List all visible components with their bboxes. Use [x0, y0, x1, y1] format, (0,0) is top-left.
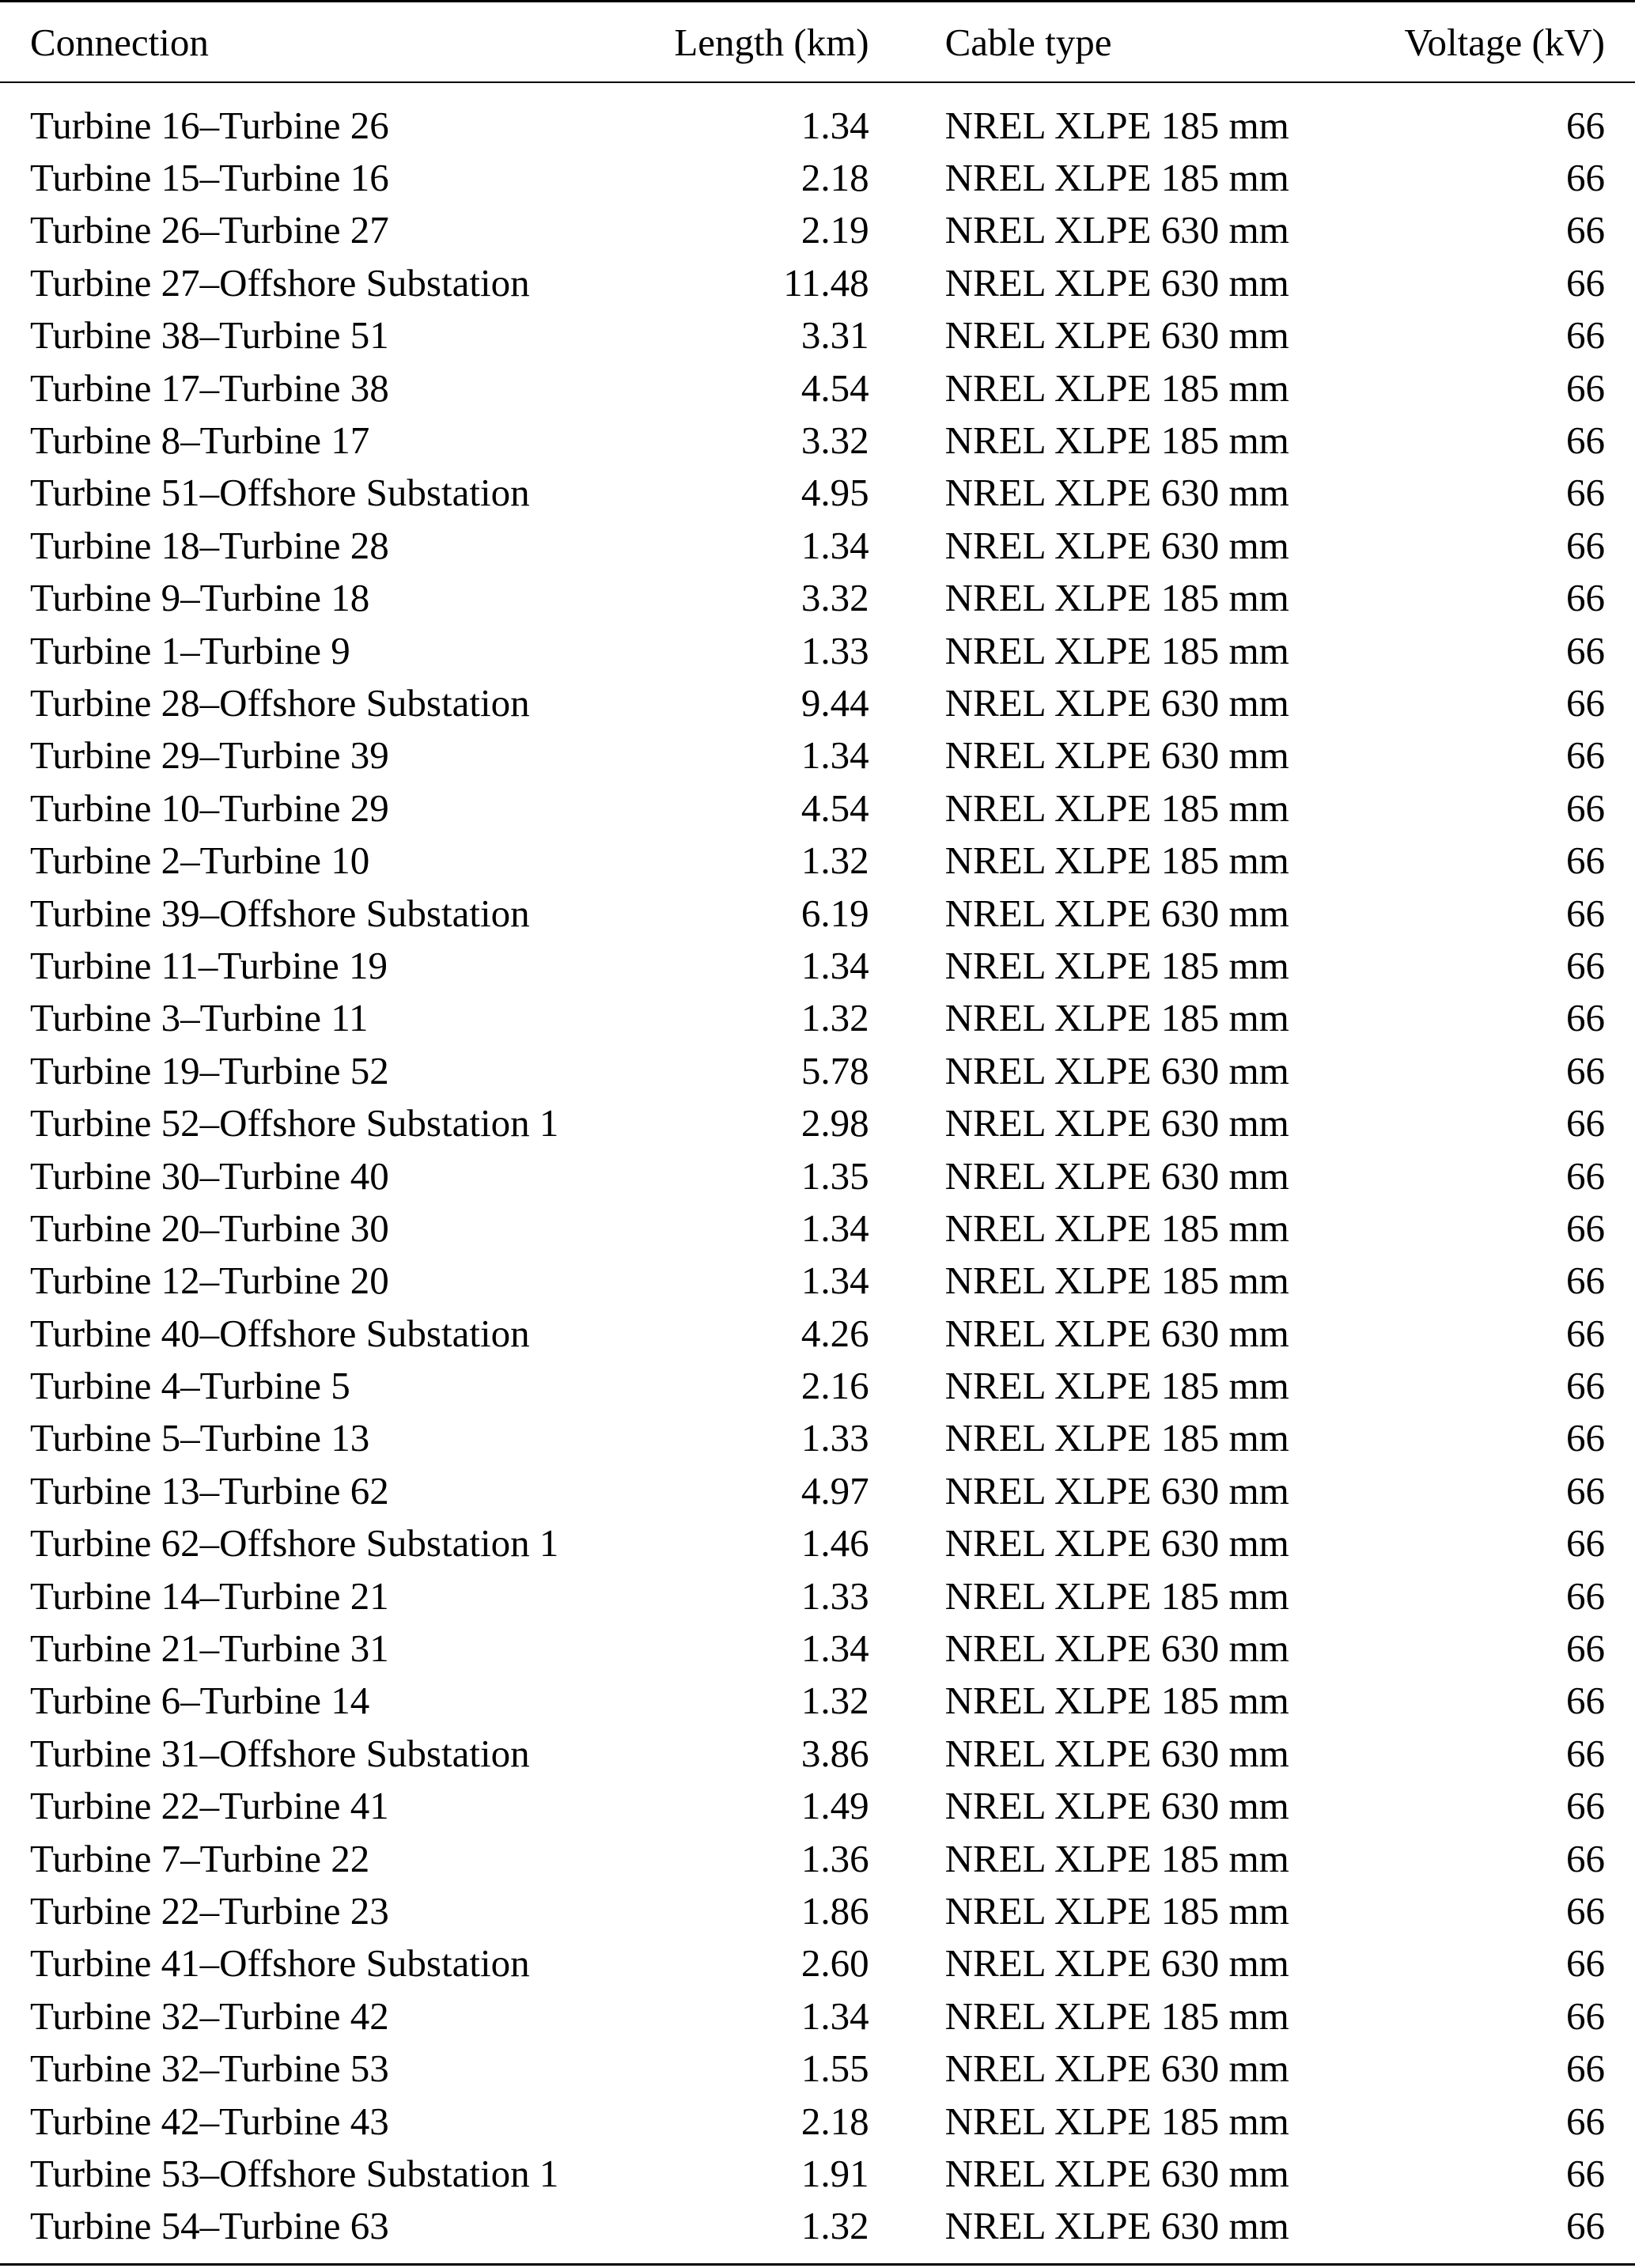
cell-cable-type: NREL XLPE 630 mm: [944, 1784, 1289, 1828]
table-row: [0, 1096, 1635, 1149]
table-row: [0, 1464, 1635, 1516]
cell-voltage: 66: [1566, 1888, 1605, 1933]
cell-voltage: 66: [1566, 313, 1605, 358]
cell-voltage: 66: [1566, 156, 1605, 200]
bottom-rule: [0, 2252, 1635, 2265]
cell-connection: Turbine 10–Turbine 29: [30, 786, 389, 830]
table-row: [0, 1675, 1635, 1727]
cell-connection: Turbine 52–Offshore Substation 1: [30, 1101, 559, 1145]
cell-voltage: 66: [1566, 1941, 1605, 1986]
cell-voltage: 66: [1566, 1101, 1605, 1145]
cell-cable-type: NREL XLPE 185 mm: [944, 1888, 1289, 1933]
cell-voltage: 66: [1566, 1311, 1605, 1355]
cell-connection: Turbine 19–Turbine 52: [30, 1048, 389, 1092]
table-row: [0, 624, 1635, 676]
cell-cable-type: NREL XLPE 185 mm: [944, 103, 1289, 147]
table-row: [0, 1937, 1635, 1990]
cell-connection: Turbine 28–Offshore Substation: [30, 680, 530, 725]
cell-connection: Turbine 5–Turbine 13: [30, 1416, 370, 1460]
cell-cable-type: NREL XLPE 185 mm: [944, 1416, 1289, 1460]
cell-length: 2.18: [800, 156, 869, 200]
cell-length: 1.34: [800, 1259, 869, 1303]
cell-cable-type: NREL XLPE 630 mm: [944, 2204, 1289, 2248]
cell-length: 2.16: [800, 1364, 869, 1408]
cell-cable-type: NREL XLPE 630 mm: [944, 523, 1289, 567]
cell-cable-type: NREL XLPE 630 mm: [944, 1468, 1289, 1513]
table-row: [0, 256, 1635, 309]
cell-voltage: 66: [1566, 1468, 1605, 1513]
cell-voltage: 66: [1566, 943, 1605, 987]
cell-length: 1.46: [800, 1521, 869, 1566]
cell-connection: Turbine 54–Turbine 63: [30, 2204, 389, 2248]
header-row: [0, 2, 1635, 82]
cell-voltage: 66: [1566, 208, 1605, 252]
cell-cable-type: NREL XLPE 185 mm: [944, 156, 1289, 200]
cell-voltage: 66: [1566, 1626, 1605, 1671]
table-row: [0, 1149, 1635, 1202]
table-row: [0, 1517, 1635, 1569]
cell-connection: Turbine 11–Turbine 19: [30, 943, 388, 987]
cell-voltage: 66: [1566, 1206, 1605, 1250]
table-row: [0, 572, 1635, 624]
cell-cable-type: NREL XLPE 630 mm: [944, 2047, 1289, 2091]
cell-connection: Turbine 53–Offshore Substation 1: [30, 2151, 559, 2195]
header-connection: Connection: [0, 2, 611, 82]
cell-length: 1.34: [800, 943, 869, 987]
table-row: [0, 729, 1635, 782]
table-row: [0, 782, 1635, 834]
cell-length: 1.34: [800, 1993, 869, 2038]
cell-length: 3.86: [800, 1731, 869, 1775]
cell-length: 3.32: [800, 418, 869, 463]
cell-connection: Turbine 18–Turbine 28: [30, 523, 389, 567]
cell-connection: Turbine 13–Turbine 62: [30, 1468, 389, 1513]
cell-length: 1.86: [800, 1888, 869, 1933]
cell-connection: Turbine 32–Turbine 42: [30, 1993, 389, 2038]
cell-connection: Turbine 38–Turbine 51: [30, 313, 389, 358]
cell-cable-type: NREL XLPE 185 mm: [944, 2099, 1289, 2143]
cell-cable-type: NREL XLPE 185 mm: [944, 943, 1289, 987]
table-row: [0, 309, 1635, 362]
cell-voltage: 66: [1566, 680, 1605, 725]
cell-cable-type: NREL XLPE 630 mm: [944, 1626, 1289, 1671]
table-row: [0, 834, 1635, 886]
table-row: [0, 1990, 1635, 2042]
cell-voltage: 66: [1566, 523, 1605, 567]
cell-voltage: 66: [1566, 1048, 1605, 1092]
cell-length: 1.55: [800, 2047, 869, 2091]
table-row: [0, 467, 1635, 519]
table-spacer: [0, 82, 1635, 99]
table-row: [0, 1884, 1635, 1937]
table-row: [0, 887, 1635, 939]
cell-voltage: 66: [1566, 786, 1605, 830]
cell-cable-type: NREL XLPE 185 mm: [944, 1573, 1289, 1618]
cell-connection: Turbine 31–Offshore Substation: [30, 1731, 530, 1775]
cell-voltage: 66: [1566, 2151, 1605, 2195]
cell-voltage: 66: [1566, 1153, 1605, 1198]
cell-length: 2.18: [800, 2099, 869, 2143]
cell-voltage: 66: [1566, 891, 1605, 935]
cell-length: 1.32: [800, 2204, 869, 2248]
cell-length: 1.34: [800, 733, 869, 778]
cell-connection: Turbine 2–Turbine 10: [30, 839, 370, 883]
cell-cable-type: NREL XLPE 630 mm: [944, 733, 1289, 778]
cell-cable-type: NREL XLPE 630 mm: [944, 1101, 1289, 1145]
cell-cable-type: NREL XLPE 185 mm: [944, 996, 1289, 1040]
cell-cable-type: NREL XLPE 630 mm: [944, 471, 1289, 515]
cell-length: 1.32: [800, 1679, 869, 1723]
cell-connection: Turbine 15–Turbine 16: [30, 156, 389, 200]
cell-cable-type: NREL XLPE 630 mm: [944, 891, 1289, 935]
cell-voltage: 66: [1566, 628, 1605, 672]
table-row: [0, 2095, 1635, 2147]
cell-cable-type: NREL XLPE 630 mm: [944, 1311, 1289, 1355]
cell-voltage: 66: [1566, 418, 1605, 463]
table-row: [0, 992, 1635, 1044]
cell-connection: Turbine 39–Offshore Substation: [30, 891, 530, 935]
cell-connection: Turbine 1–Turbine 9: [30, 628, 350, 672]
cell-cable-type: NREL XLPE 630 mm: [944, 1521, 1289, 1566]
table-row: [0, 151, 1635, 203]
table-row: [0, 2042, 1635, 2094]
cell-voltage: 66: [1566, 733, 1605, 778]
cell-length: 1.33: [800, 1573, 869, 1618]
cell-length: 1.36: [800, 1836, 869, 1880]
cell-voltage: 66: [1566, 839, 1605, 883]
cell-connection: Turbine 32–Turbine 53: [30, 2047, 389, 2091]
cell-connection: Turbine 3–Turbine 11: [30, 996, 369, 1040]
cell-connection: Turbine 16–Turbine 26: [30, 103, 389, 147]
cell-cable-type: NREL XLPE 630 mm: [944, 1731, 1289, 1775]
table-row: [0, 1412, 1635, 1464]
spacer-row: [0, 82, 1635, 99]
cell-connection: Turbine 40–Offshore Substation: [30, 1311, 530, 1355]
cell-cable-type: NREL XLPE 630 mm: [944, 313, 1289, 358]
cell-length: 1.35: [800, 1153, 869, 1198]
cell-length: 3.32: [800, 576, 869, 620]
cell-connection: Turbine 42–Turbine 43: [30, 2099, 389, 2143]
table-row: [0, 1202, 1635, 1254]
table-body: [0, 99, 1635, 2252]
cell-voltage: 66: [1566, 1784, 1605, 1828]
table-row: [0, 1307, 1635, 1359]
table-row: [0, 1569, 1635, 1622]
cell-voltage: 66: [1566, 2099, 1605, 2143]
cell-cable-type: NREL XLPE 185 mm: [944, 628, 1289, 672]
table-row: [0, 1727, 1635, 1779]
cell-length: 1.34: [800, 1626, 869, 1671]
cell-cable-type: NREL XLPE 185 mm: [944, 418, 1289, 463]
cell-connection: Turbine 8–Turbine 17: [30, 418, 370, 463]
table-footer: [0, 2252, 1635, 2265]
cell-length: 1.49: [800, 1784, 869, 1828]
cell-length: 11.48: [783, 260, 869, 305]
cell-voltage: 66: [1566, 1259, 1605, 1303]
cell-connection: Turbine 22–Turbine 23: [30, 1888, 389, 1933]
cell-voltage: 66: [1566, 103, 1605, 147]
cell-voltage: 66: [1566, 1836, 1605, 1880]
cell-connection: Turbine 20–Turbine 30: [30, 1206, 389, 1250]
cell-length: 2.19: [800, 208, 869, 252]
cell-connection: Turbine 7–Turbine 22: [30, 1836, 370, 1880]
table-row: [0, 1780, 1635, 1832]
cell-cable-type: NREL XLPE 185 mm: [944, 1206, 1289, 1250]
table-row: [0, 99, 1635, 151]
cell-length: 2.60: [800, 1941, 869, 1986]
table-row: [0, 1255, 1635, 1307]
cell-length: 4.26: [800, 1311, 869, 1355]
cell-connection: Turbine 62–Offshore Substation 1: [30, 1521, 559, 1566]
cell-voltage: 66: [1566, 1364, 1605, 1408]
table-row: [0, 1359, 1635, 1411]
cell-length: 4.97: [800, 1468, 869, 1513]
table-row: [0, 2200, 1635, 2252]
table-row: [0, 939, 1635, 991]
cell-voltage: 66: [1566, 996, 1605, 1040]
cell-length: 3.31: [800, 313, 869, 358]
cell-connection: Turbine 14–Turbine 21: [30, 1573, 389, 1618]
cell-cable-type: NREL XLPE 630 mm: [944, 1153, 1289, 1198]
table-row: [0, 204, 1635, 256]
header-cable-type: Cable type: [888, 2, 1405, 82]
cell-connection: Turbine 51–Offshore Substation: [30, 471, 530, 515]
cell-length: 1.34: [800, 1206, 869, 1250]
cell-cable-type: NREL XLPE 630 mm: [944, 680, 1289, 725]
table-row: [0, 1622, 1635, 1674]
cell-cable-type: NREL XLPE 185 mm: [944, 786, 1289, 830]
cell-cable-type: NREL XLPE 185 mm: [944, 1679, 1289, 1723]
cell-connection: Turbine 41–Offshore Substation: [30, 1941, 530, 1986]
table-row: [0, 1832, 1635, 1884]
cell-voltage: 66: [1566, 1416, 1605, 1460]
cell-voltage: 66: [1566, 1573, 1605, 1618]
cell-length: 1.32: [800, 996, 869, 1040]
table-row: [0, 676, 1635, 729]
cell-cable-type: NREL XLPE 185 mm: [944, 1259, 1289, 1303]
table-row: [0, 2147, 1635, 2199]
cell-connection: Turbine 27–Offshore Substation: [30, 260, 530, 305]
cell-cable-type: NREL XLPE 630 mm: [944, 208, 1289, 252]
cell-length: 4.95: [800, 471, 869, 515]
table-row: [0, 519, 1635, 571]
cell-length: 1.34: [800, 523, 869, 567]
cell-length: 5.78: [800, 1048, 869, 1092]
cell-connection: Turbine 22–Turbine 41: [30, 1784, 389, 1828]
cell-connection: Turbine 9–Turbine 18: [30, 576, 370, 620]
cell-voltage: 66: [1566, 1993, 1605, 2038]
cell-length: 4.54: [800, 786, 869, 830]
table-row: [0, 414, 1635, 466]
cell-voltage: 66: [1566, 260, 1605, 305]
cell-cable-type: NREL XLPE 185 mm: [944, 365, 1289, 410]
cell-connection: Turbine 21–Turbine 31: [30, 1626, 389, 1671]
cell-cable-type: NREL XLPE 185 mm: [944, 576, 1289, 620]
cell-connection: Turbine 4–Turbine 5: [30, 1364, 350, 1408]
cell-connection: Turbine 17–Turbine 38: [30, 365, 389, 410]
cell-voltage: 66: [1566, 471, 1605, 515]
table-header: [0, 2, 1635, 83]
header-voltage: Voltage (kV): [1404, 2, 1635, 82]
cell-length: 9.44: [800, 680, 869, 725]
cell-voltage: 66: [1566, 576, 1605, 620]
cell-cable-type: NREL XLPE 630 mm: [944, 2151, 1289, 2195]
cell-connection: Turbine 6–Turbine 14: [30, 1679, 370, 1723]
cell-voltage: 66: [1566, 1731, 1605, 1775]
cell-length: 2.98: [800, 1101, 869, 1145]
cell-cable-type: NREL XLPE 185 mm: [944, 1364, 1289, 1408]
cell-cable-type: NREL XLPE 630 mm: [944, 1941, 1289, 1986]
cell-voltage: 66: [1566, 2204, 1605, 2248]
cell-voltage: 66: [1566, 365, 1605, 410]
cell-connection: Turbine 26–Turbine 27: [30, 208, 389, 252]
header-length: Length (km): [611, 2, 888, 82]
cell-voltage: 66: [1566, 1521, 1605, 1566]
cell-cable-type: NREL XLPE 630 mm: [944, 260, 1289, 305]
cell-length: 1.91: [800, 2151, 869, 2195]
table-row: [0, 362, 1635, 414]
cell-connection: Turbine 12–Turbine 20: [30, 1259, 389, 1303]
table-row: [0, 1044, 1635, 1096]
cell-length: 1.33: [800, 628, 869, 672]
cell-cable-type: NREL XLPE 630 mm: [944, 1048, 1289, 1092]
cell-connection: Turbine 29–Turbine 39: [30, 733, 389, 778]
cell-length: 1.32: [800, 839, 869, 883]
cell-length: 4.54: [800, 365, 869, 410]
cell-length: 1.34: [800, 103, 869, 147]
cell-length: 1.33: [800, 1416, 869, 1460]
cell-connection: Turbine 30–Turbine 40: [30, 1153, 389, 1198]
cell-length: 6.19: [800, 891, 869, 935]
cell-cable-type: NREL XLPE 185 mm: [944, 839, 1289, 883]
cell-cable-type: NREL XLPE 185 mm: [944, 1836, 1289, 1880]
cell-cable-type: NREL XLPE 185 mm: [944, 1993, 1289, 2038]
cell-voltage: 66: [1566, 1679, 1605, 1723]
cell-voltage: 66: [1566, 2047, 1605, 2091]
